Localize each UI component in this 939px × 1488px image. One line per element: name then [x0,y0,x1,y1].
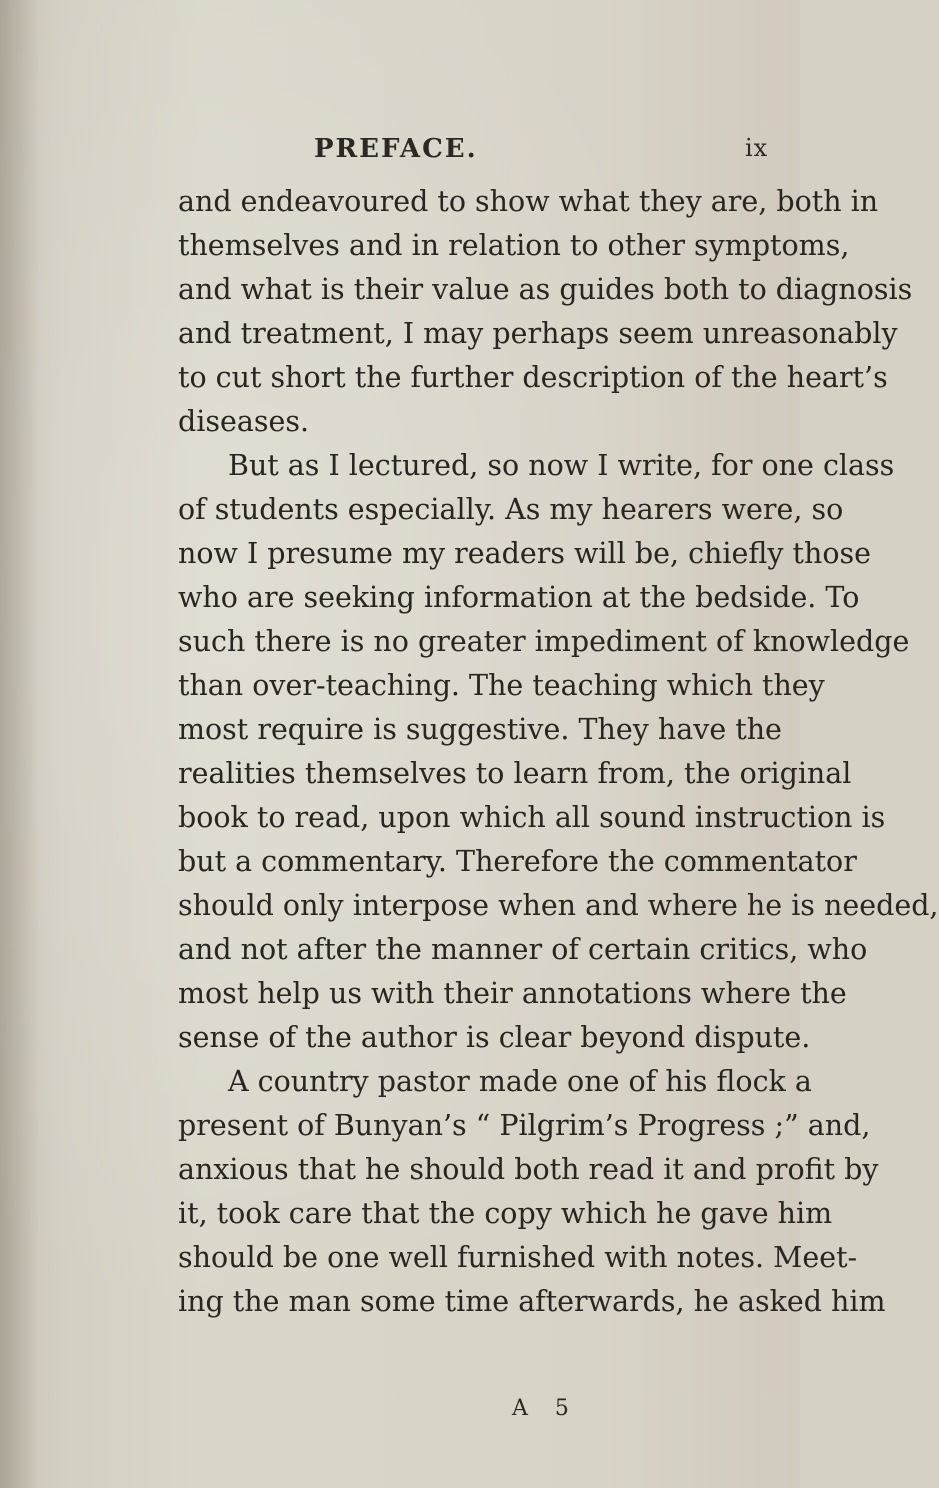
text-line: who are seeking information at the bedside. To [178,581,860,614]
page-gutter-shadow [0,0,40,1488]
text-line: but a commentary. Therefore the commentator [178,845,857,878]
text-line: should be one well furnished with notes. Meet- [178,1241,858,1274]
text-line: diseases. [178,405,310,438]
text-line: But as I lectured, so now I write, for one class [228,449,895,482]
text-line: now I presume my readers will be, chiefly those [178,537,871,570]
running-title: PREFACE. [314,134,478,164]
text-line: realities themselves to learn from, the original [178,757,852,790]
text-line: sense of the author is clear beyond dispute. [178,1021,811,1054]
text-line: than over-teaching. The teaching which they [178,669,825,702]
text-line: and not after the manner of certain critics, who [178,933,868,966]
text-line: and what is their value as guides both to diagnosis [178,273,913,306]
text-line: A country pastor made one of his flock a [228,1065,812,1098]
text-line: should only interpose when and where he is needed, [178,889,939,922]
text-line: and treatment, I may perhaps seem unreasonably [178,317,898,350]
text-line: most require is suggestive. They have the [178,713,782,746]
text-line: anxious that he should both read it and profit by [178,1153,879,1186]
text-line: themselves and in relation to other symptoms, [178,229,850,262]
text-line: such there is no greater impediment of knowledge [178,625,910,658]
running-head [0,134,800,168]
text-line: of students especially. As my hearers were, so [178,493,844,526]
text-line: it, took care that the copy which he gave him [178,1197,833,1230]
page-number: ix [745,134,769,162]
text-line: ing the man some time afterwards, he asked him [178,1285,886,1318]
text-line: present of Bunyan’s “ Pilgrim’s Progress ;” and, [178,1109,871,1142]
text-line: most help us with their annotations where the [178,977,847,1010]
text-line: book to read, upon which all sound instruction is [178,801,886,834]
text-line: to cut short the further description of the heart’s [178,361,888,394]
text-line: and endeavoured to show what they are, both in [178,185,879,218]
signature-mark: A 5 [512,1396,579,1421]
